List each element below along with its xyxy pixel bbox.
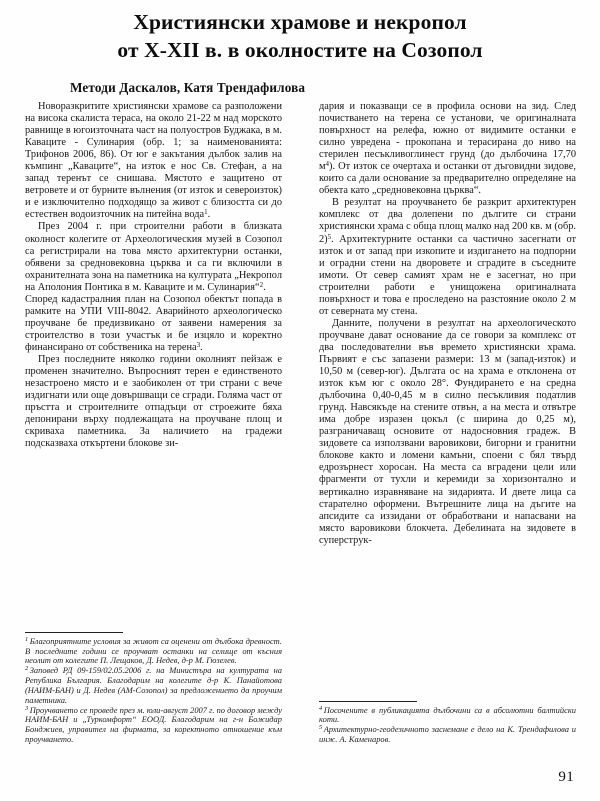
footnote-separator-rule [319, 701, 417, 702]
footnote-ref-2: 2 [259, 280, 264, 289]
left-column-footnotes [0, 632, 300, 745]
paragraph: Според кадастралния план на Созопол обектът попада в рамките на УПИ VIII-8042. Аварийното археологическо проучване бе предизвикано от заявени намерения за строителство в този участък и бе изцяло и коректно финансирано от собственика на терена$^3$. [25, 293, 282, 353]
paragraph-text-tail: . Архитектурните останки са частично засегнати от изток и от запад при изкопите и издигането на подпорни и оградни стени на дворовете и сградите в съседните имоти. От север самият храм не е засегнат, но при строителни работи е унищожена оригиналната повърхност и това е проследено на разстояние около 2 м от северната му стена. [319, 233, 576, 317]
paragraph [319, 318, 576, 547]
footnote-number: 1 [25, 635, 29, 643]
footnote-number: 2 [25, 665, 29, 673]
paragraph: През 2004 г. при строителни работи в близката околност колегите от Археологическия музей в Созопол са регистрирали на това място архитектурни останки, обявени за средновековна църква и са ги включили в охранителната зона на паметника на културата „Некропол на Аполония Понтика в м. Кавaците и м. Сулинария“$^2$. [25, 221, 282, 293]
page-number: 91 [558, 769, 574, 785]
footnote-ref-1: 1 [204, 208, 208, 217]
footnote-text: Заповед РД 09-159/02.05.2006 г. на Министъра на културата на Република България. Благодарим на колегите д-р К. Панайотова (НАИМ-БАН) и Д. Недев (АМ-Созопол) за предложението да проучим паметника. [25, 665, 282, 705]
page-title [26, 9, 574, 64]
footnote-text: Проучването се проведе през м. юли-август 2007 г. по договор между НАИМ-БАН и „Туркомфорт“ ЕООД. Благодарим на г-н Божидар Бонджиев, управител на фирмата, за коректното отношение към проучването. [25, 704, 282, 745]
paragraph-text: Новоразкритите християнски храмове са разположени на висока скалиста тераса, на около 21-22 м над морското равнище в югоизточната част на полуостров Буджака, в м. Кавaците - Сулинария (обр. 1; за наименованията: Трифонов 2006, 86). От юг е закътания дълбок залив на къмпинг „Кавaците“, на изток е нос Св. Стефан, а на запад теренът се снишава. Мястото е защитено от ветровете и от бурните вълнения (от изток и североизток) и е изключително подходящо за живот с близостта си до естествен водоизточник на питейна вода [25, 101, 282, 221]
page-title-line-2: от X-XII в. в околностите на Созопол [117, 37, 483, 62]
title-block [0, 0, 600, 96]
page-title-line-1: Християнски храмове и некропол [133, 10, 467, 34]
footnote-text: Посочените в публикацията дълбочини са в абсолютни балтийски коти. [319, 704, 576, 725]
left-column-text [25, 101, 282, 450]
right-column [300, 101, 600, 801]
footnote-ref-3: 3 [196, 341, 201, 349]
footnote-number: 3 [25, 704, 29, 712]
footnote-item [25, 666, 282, 705]
left-column [0, 101, 300, 801]
paragraph-text: Данните, получени в резултат на археологическото проучване дават основание да се говори за комплекс от два последователни във времето християнски храма. Първият е със запазени размери: 13 м (запад-изток) и 10,50 м (север-юг). Дългата ос на храма е отклонена от изток към юг с около 28°. Фундирането е на средна дълбочина 0,40-0,45 м в силно песъкливия податлив грунд. Навсякъде на стените отвън, а на места и отвътре има добре изразен цокъл (с ширина до 0,25 м), разграничаващ основите от надосновния градеж. В зидовете са използвани варовикови, бигорни и гранитни блокове както и ломени камъни, споени с бял твърд едрозърнест хоросан. На места са вградени цели или фрагменти от тухли и керемиди за хоризонтално и вертикално изравняване на зидарията. И двете лица са старателно оформени. Вътрешните лица на дъгите на апсидите са иззидани от обработвани и напасвани на място варовикови блокчета. Дебелината на зидовете в суперструк- [319, 317, 576, 546]
paragraph-text: През последните няколко години околният пейзаж е променен значително. Въпросният терен е единственото незастроено място и е заобиколен от три страни с вече издигнати или още довършващи се сгради. Голяма част от пръстта и строителните отпадъци от строежите бяха депонирани върху подлежащата на проучване площ и скриваха паметника. За наличието на градежи подсказваха откъртени блокове зи- [25, 353, 282, 450]
authors-line: Методи Даскалов, Катя Трендафилова [70, 80, 306, 96]
footnote-separator-rule [25, 632, 123, 633]
two-column-body [0, 101, 600, 801]
footnote-text: Благоприятните условия за живот са оценени от дълбока древност. В последните години се проучват останки на селище от късния неолит от колегите П. Лещаков, Д. Недев, д-р М. Гюзелев. [25, 635, 282, 666]
footnote-list [319, 706, 576, 745]
right-column-footnotes [300, 701, 600, 745]
paragraph [319, 197, 576, 317]
footnote-number: 5 [319, 724, 323, 732]
footnote-item [319, 706, 576, 726]
footnote-item [25, 706, 282, 745]
footnote-text: Архитектурно-геодезичното заснемане е дело на К. Трендафилова и инж. А. Каменаров. [319, 724, 576, 745]
paragraph: Новоразкритите християнски храмове са разположени на висока скалиста тераса, на около 21-22 м над морското равнище в югоизточната част на полуостров Буджака, в м. Кавaците - Сулинария (обр. 1; за наименованията: Трифонов 2006, 86). От юг е закътания дълбок залив на къмпинг „Кавaците“, на изток е нос Св. Стефан, а на запад теренът се снишава. Мястото е защитено от ветровете и от бурните вълнения (от изток и североизток) и е изключително подходящо за живот с близостта си до естествен водоизточник на питейна вода$^1$. [25, 101, 282, 221]
paragraph-text: дария и показващи се в профила основи на зид. След почистването на терена се установи, че оригиналната повърхност на релефа, южно от видимите останки е силно увредена - прокопана и терасирана до ниво на стерилен песъкливоглинест грунд (до дълбочина 17,70 м [319, 101, 576, 173]
paragraph-text: Според кадастралния план на Созопол обектът попада в рамките на УПИ VIII-8042. Аварийното археологическо проучване бе предизвикано от заявени намерения за строителство в този участък и бе изцяло и коректно финансирано от собственика на терена [25, 293, 282, 353]
footnote-ref-5: 5 [327, 232, 332, 241]
right-column-text [319, 101, 576, 547]
footnote-list [25, 637, 282, 745]
footnote-number: 4 [319, 704, 323, 712]
paragraph-text: През 2004 г. при строителни работи в близката околност колегите от Археологическия музей в Созопол са регистрирали на това място архитектурни останки, обявени за средновековна църква и са ги включили в охранителната зона на паметника на културата „Некропол на Аполония Понтика в м. Кавaците и м. Сулинария“ [25, 221, 282, 293]
footnote-item [25, 637, 282, 667]
footnote-item [319, 725, 576, 745]
footnote-ref-4: 4 [325, 160, 330, 169]
paragraph [319, 101, 576, 197]
paragraph-text-tail: ). От изток се очертаха и останки от дъговидни зидове, които са дали основание за предварително определяне на обекта като „средновековна църква“. [319, 161, 576, 197]
paragraph [25, 354, 282, 450]
paragraph-text: В резултат на проучването бе разкрит архитектурен комплекс от два долепени по дългите си страни християнски храма с обща площ малко над 200 кв. м (обр. 2) [319, 197, 576, 245]
